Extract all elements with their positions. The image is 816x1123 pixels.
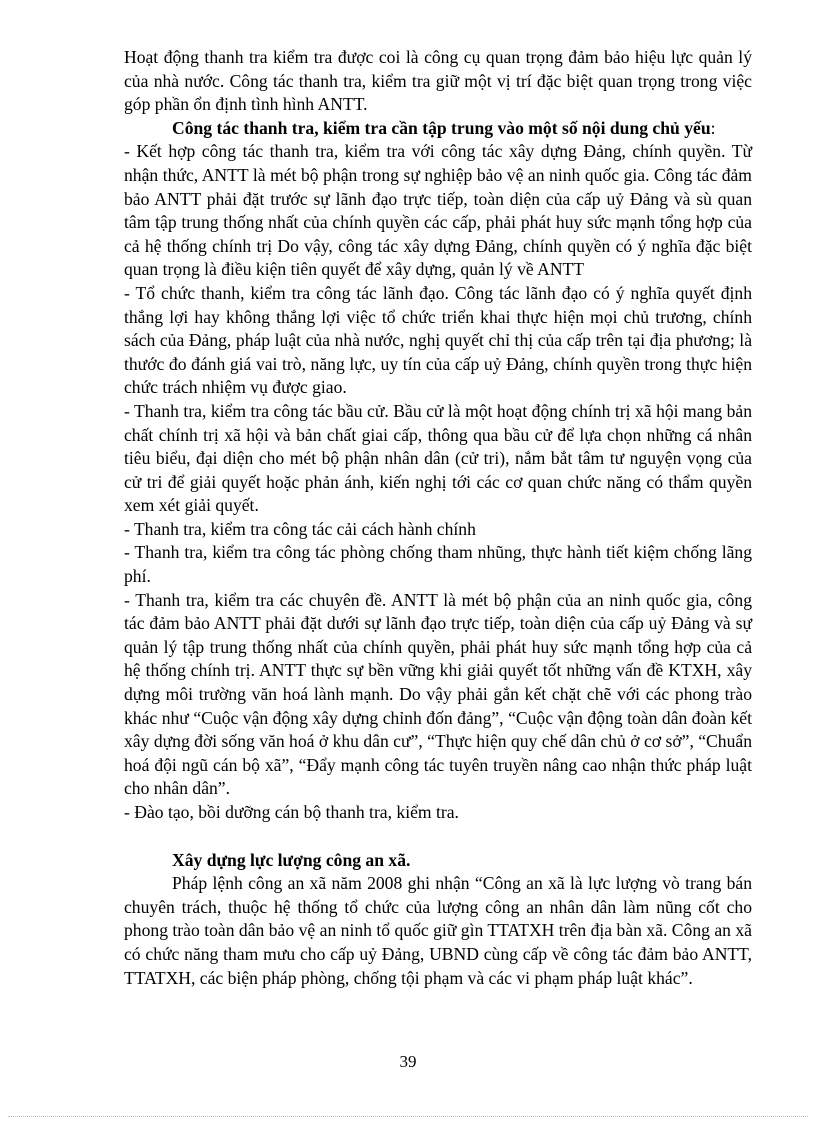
focus-heading-colon: : xyxy=(710,117,716,138)
focus-heading-text: Công tác thanh tra, kiểm tra cần tập trung vào một số nội dung chủ yếu xyxy=(172,117,711,138)
list-item: - Thanh tra, kiểm tra các chuyên đề. ANTT là mét bộ phận của an ninh quốc gia, công tác đảm bảo ANTT phải đặt dưới sự lãnh đạo trực tiếp, toàn diện của cấp uỷ Đảng và sự quản lý tập trung thống nhất của chính quyền, phải phát huy sức mạnh tổng hợp của cả hệ thống chính trị. ANTT thực sự bền vững khi giải quyết tốt những vấn đề KTXH, xây dựng môi trường văn hoá lành mạnh. Do vậy phải gắn kết chặt chẽ với các phong trào khác như “Cuộc vận động xây dựng chỉnh đốn đảng”, “Cuộc vận động toàn dân đoàn kết xây dựng đời sống văn hoá ở khu dân cư”, “Thực hiện quy chế dân chủ ở cơ sở”, “Chuẩn hoá đội ngũ cán bộ xã”, “Đẩy mạnh công tác tuyên truyền nâng cao nhận thức pháp luật cho nhân dân”. xyxy=(124,589,752,799)
document-page xyxy=(124,46,752,990)
focus-heading xyxy=(124,117,752,141)
section-heading: Xây dựng lực lượng công an xã. xyxy=(172,849,411,870)
list-item: - Thanh tra, kiểm tra công tác bầu cử. Bầu cử là một hoạt động chính trị xã hội mang bản chất chính trị xã hội và bản chất giai cấp, thông qua bầu cử để lựa chọn những cá nhân tiêu biểu, đại diện cho mét bộ phận nhân dân (cử tri), nắm bắt tâm tư nguyện vọng của cử tri để giải quyết hoặc phản ánh, kiến nghị tới các cơ quan chức năng có thẩm quyền xem xét giải quyết. xyxy=(124,400,752,516)
list-item: - Thanh tra, kiểm tra công tác cải cách hành chính xyxy=(124,518,476,539)
page-bottom-divider xyxy=(8,1116,808,1117)
intro-paragraph: Hoạt động thanh tra kiểm tra được coi là công cụ quan trọng đảm bảo hiệu lực quản lý của nhà nước. Công tác thanh tra, kiểm tra giữ một vị trí đặc biệt quan trọng trong việc góp phần ổn định tình hình ANTT. xyxy=(124,47,752,115)
list-item: - Thanh tra, kiểm tra công tác phòng chống tham nhũng, thực hành tiết kiệm chống lãng phí. xyxy=(124,542,752,587)
section-body: Pháp lệnh công an xã năm 2008 ghi nhận “Công an xã là lực lượng vò trang bán chuyên trách, thuộc hệ thống tổ chức của lượng công an nhân dân làm nũng cốt cho phong trào toàn dân bảo vệ an ninh tổ quốc giữ gìn TTATXH trên địa bàn xã. Công an xã có chức năng tham mưu cho cấp uỷ Đảng, UBND cùng cấp về công tác đảm bảo ANTT, TTATXH, các biện pháp phòng, chống tội phạm và các vi phạm pháp luật khác”. xyxy=(124,873,752,988)
list-item: - Đào tạo, bồi dưỡng cán bộ thanh tra, kiểm tra. xyxy=(124,802,459,822)
page-number: 39 xyxy=(399,1052,417,1071)
list-item: - Kết hợp công tác thanh tra, kiểm tra với công tác xây dựng Đảng, chính quyền. Từ nhận thức, ANTT là mét bộ phận trong sự nghiệp bảo vệ an ninh quốc gia. Công tác đảm bảo ANTT phải đặt trước sự lãnh đạo trực tiếp, toàn diện của cấp uỷ Đảng và sù quan tâm tập trung thống nhất của chính quyền các cấp, phải phát huy sức mạnh tổng hợp của cả hệ thống chính trị Do vậy, công tác xây dựng Đảng, chính quyền có ý nghĩa đặc biệt quan trọng là điều kiện tiên quyết để xây dựng, quản lý về ANTT xyxy=(124,141,752,280)
list-item: - Tổ chức thanh, kiểm tra công tác lãnh đạo. Công tác lãnh đạo có ý nghĩa quyết định thắng lợi hay không thắng lợi việc tổ chức triển khai thực hiện mọi chủ trương, chính sách của Đảng, pháp luật của nhà nước, nghị quyết chỉ thị của cấp trên tại địa phương; là thước đo đánh giá vai trò, năng lực, uy tín của cấp uỷ Đảng, chính quyền trong thực hiện chức trách nhiệm vụ được giao. xyxy=(124,282,752,398)
